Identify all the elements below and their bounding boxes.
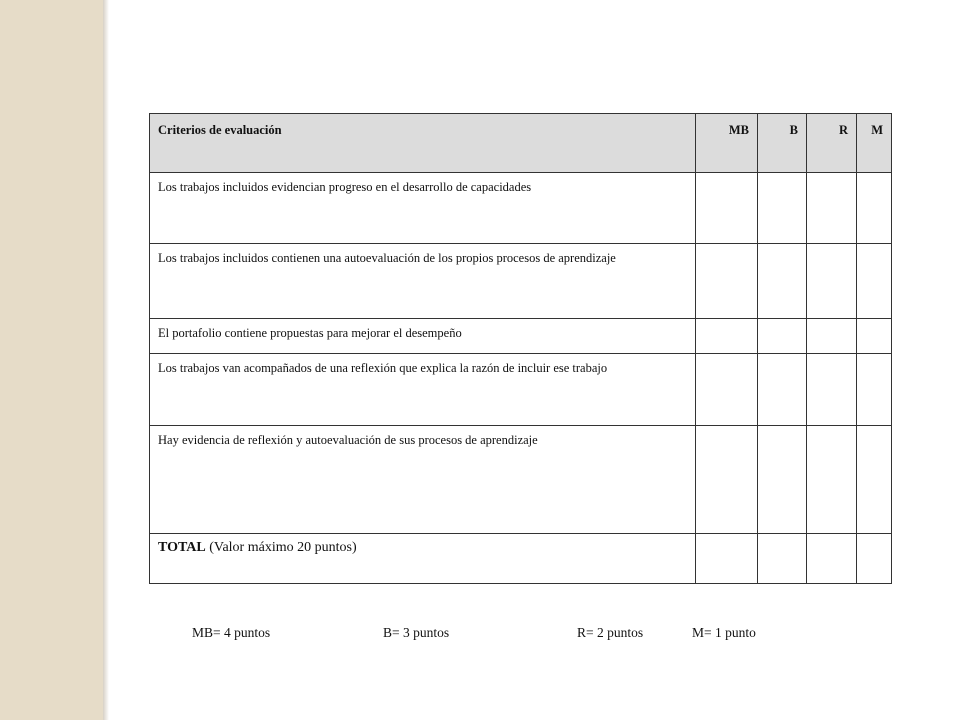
score-cell-mb[interactable] [696,319,758,354]
total-score-cell-b[interactable] [758,534,807,584]
total-cell [150,534,696,584]
criterion-cell: Los trabajos incluidos contienen una autoevaluación de los propios procesos de aprendizaje [150,244,696,319]
score-cell-mb[interactable] [696,354,758,426]
score-cell-b[interactable] [758,319,807,354]
total-score-cell-m[interactable] [857,534,892,584]
table-row [150,319,892,354]
score-cell-m[interactable] [857,319,892,354]
criterion-cell: Los trabajos incluidos evidencian progreso en el desarrollo de capacidades [150,173,696,244]
score-cell-r[interactable] [807,354,857,426]
criterion-cell: Hay evidencia de reflexión y autoevaluación de sus procesos de aprendizaje [150,426,696,534]
score-cell-mb[interactable] [696,244,758,319]
score-cell-m[interactable] [857,173,892,244]
total-row [150,534,892,584]
score-cell-mb[interactable] [696,426,758,534]
side-band [0,0,103,720]
criterion-cell: Los trabajos van acompañados de una reflexión que explica la razón de incluir ese trabajo [150,354,696,426]
header-mb: MB [696,114,758,173]
table-row [150,426,892,534]
score-cell-m[interactable] [857,354,892,426]
legend-b: B= 3 puntos [383,625,450,640]
evaluation-rubric-table [149,113,892,584]
score-cell-r[interactable] [807,319,857,354]
score-cell-mb[interactable] [696,173,758,244]
table-row [150,354,892,426]
table-row [150,244,892,319]
score-cell-r[interactable] [807,426,857,534]
legend-r: R= 2 puntos [577,625,644,640]
score-cell-m[interactable] [857,426,892,534]
total-score-cell-r[interactable] [807,534,857,584]
legend-m: M= 1 punto [692,625,756,640]
score-cell-r[interactable] [807,173,857,244]
header-b: B [758,114,807,173]
score-cell-r[interactable] [807,244,857,319]
legend-mb: MB= 4 puntos [192,625,271,640]
header-criteria: Criterios de evaluación [150,114,696,173]
total-score-cell-mb[interactable] [696,534,758,584]
score-cell-b[interactable] [758,354,807,426]
score-cell-m[interactable] [857,244,892,319]
score-cell-b[interactable] [758,244,807,319]
table-header-row [150,114,892,173]
criterion-cell: El portafolio contiene propuestas para mejorar el desempeño [150,319,696,354]
score-cell-b[interactable] [758,426,807,534]
total-note: (Valor máximo 20 puntos) [205,540,357,555]
table-row [150,173,892,244]
total-label: TOTAL [158,540,206,555]
header-m: M [857,114,892,173]
header-r: R [807,114,857,173]
score-cell-b[interactable] [758,173,807,244]
score-legend [0,625,960,645]
side-shadow [103,0,109,720]
